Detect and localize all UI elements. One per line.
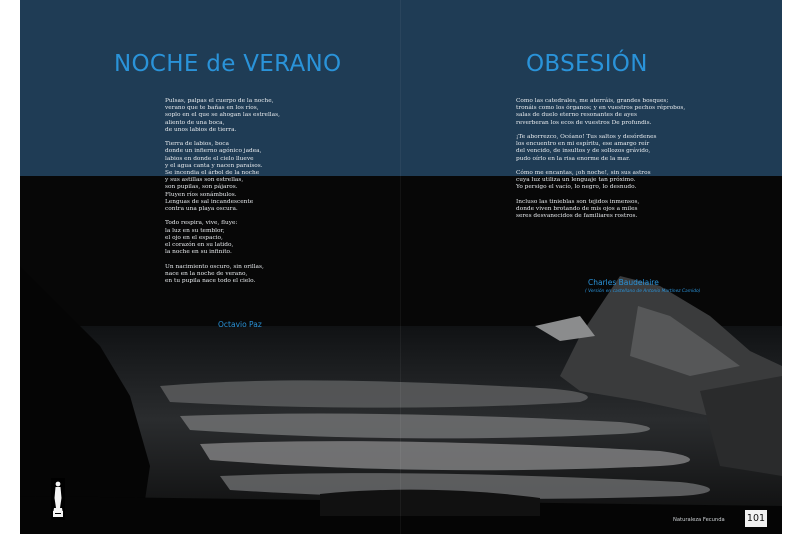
- poem-line: cuya luz utiliza un lenguaje tan próximo.: [516, 177, 636, 184]
- poem-stanza: [516, 199, 731, 221]
- poem-line: labios en donde el cielo llueve: [165, 155, 254, 162]
- poem-line: Cómo me encantas, ¡oh noche!, sin sus astros: [516, 170, 651, 176]
- poem-line: los encuentro en mi espíritu, ese amargo reír: [516, 141, 650, 148]
- poem-line: el corazón en su latido,: [165, 242, 234, 249]
- poem-line: Se incendia el árbol de la noche: [165, 170, 260, 177]
- footer-section-name: Naturaleza Fecunda: [673, 517, 725, 523]
- poem-stanza: [516, 98, 731, 127]
- poem-line: Incluso las tinieblas son tejidos inmensos,: [516, 198, 640, 205]
- poem-stanza: [516, 134, 731, 163]
- poem-line: Fluyen ríos sonámbulos.: [165, 191, 237, 198]
- poem-line: Un nacimiento oscuro, sin orillas,: [165, 263, 264, 270]
- poem-line: nace en la noche de verano,: [165, 270, 248, 277]
- poem-line: seres desvanecidos de familiares rostros.: [516, 213, 638, 220]
- poem-stanza: [516, 170, 731, 192]
- left-poem-author: Octavio Paz: [218, 320, 262, 329]
- poem-stanza: [165, 264, 365, 286]
- poem-line: contra una playa oscura.: [165, 206, 238, 213]
- poem-line: de unos labios de tierra.: [165, 126, 237, 133]
- statue-logo-icon: [51, 478, 65, 520]
- coastal-landscape-photo: [20, 176, 782, 534]
- poem-line: Lenguas de sal incandescente: [165, 198, 254, 205]
- poem-line: aliento de una boca,: [165, 119, 225, 126]
- poem-line: y el agua canta y nacen paraísos.: [165, 162, 263, 169]
- page-number: 101: [745, 510, 767, 527]
- poem-line: y sus astillas son estrellas,: [165, 177, 244, 184]
- right-poem-body: [516, 98, 731, 228]
- poem-stanza: [165, 141, 365, 213]
- poem-line: la noche en su infinito.: [165, 249, 232, 256]
- poem-line: en tu pupila nace todo el cielo.: [165, 278, 256, 285]
- poem-line: son pupilas, son pájaros.: [165, 184, 238, 191]
- poem-line: donde viven brotando de mis ojos a miles: [516, 206, 638, 212]
- poem-stanza: [165, 220, 365, 256]
- poem-line: ¡Te aborrezco, Océano! Tus saltos y desórdenes: [516, 134, 657, 140]
- poem-line: salas de duelo eterno resonantes de ayes: [516, 112, 637, 119]
- left-poem-body: [165, 98, 365, 292]
- poem-stanza: [165, 98, 365, 134]
- poem-line: del vencido, de insultos y de sollozos grávido,: [516, 148, 651, 155]
- poem-line: el ojo en el espacio,: [165, 234, 223, 241]
- poem-line: tronáis como los órganos; y en vuestros pechos réprobos,: [516, 105, 686, 112]
- poem-line: Pulsas, palpas el cuerpo de la noche,: [165, 98, 274, 104]
- poem-line: Como las catedrales, me aterráis, grandes bosques;: [516, 98, 669, 104]
- page-gutter: [400, 0, 401, 534]
- right-poem-title: OBSESIÓN: [526, 51, 648, 77]
- poem-line: soplo en el que se ahogan las estrellas,: [165, 112, 280, 119]
- magazine-spread: [20, 0, 782, 534]
- poem-line: verano que te bañas en los ríos,: [165, 105, 259, 112]
- poem-line: pudo oírlo en la risa enorme de la mar.: [516, 155, 631, 162]
- poem-line: Todo respira, vive, fluye:: [165, 220, 238, 227]
- right-poem-author: Charles Baudelaire: [588, 278, 659, 287]
- poem-line: la luz en su temblor,: [165, 227, 225, 234]
- poem-line: Tierra de labios, boca: [165, 141, 229, 148]
- left-poem-title: NOCHE de VERANO: [114, 51, 342, 77]
- poem-line: Yo persigo el vacío, lo negro, lo desnudo.: [516, 184, 637, 191]
- poem-line: reverberan los ecos de vuestros De profundis.: [516, 119, 652, 126]
- poem-line: donde un infierno agónico jadea,: [165, 148, 262, 155]
- translator-credit: ( Versión en castellano de Antonio Martínez Camido): [585, 289, 701, 294]
